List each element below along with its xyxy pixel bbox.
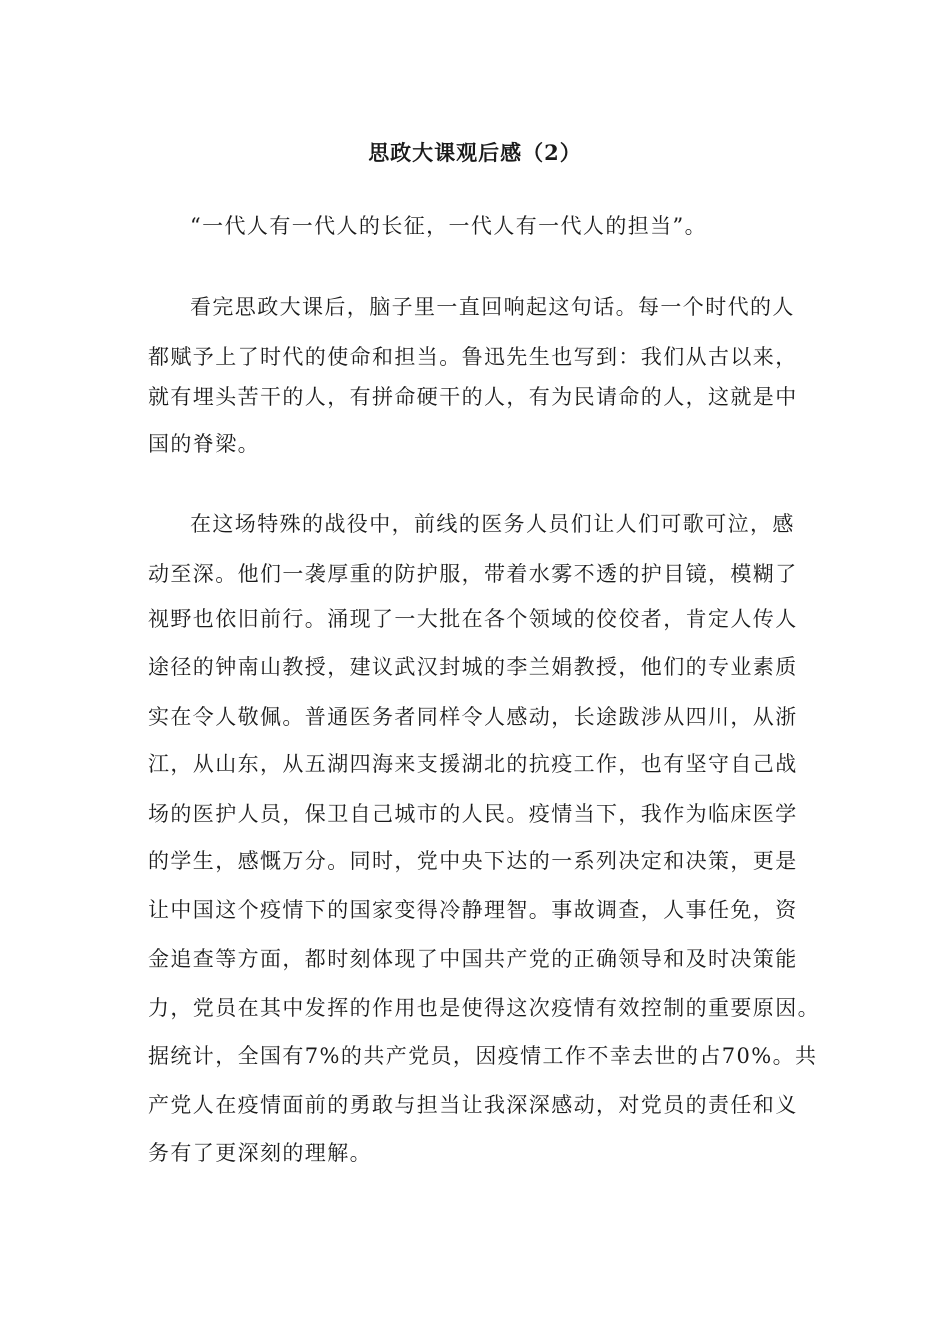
paragraph-2-line-11: 力，党员在其中发挥的作用也是使得这次疫情有效控制的重要原因。 <box>148 996 820 1020</box>
paragraph-1-line-3: 就有埋头苦干的人，有拼命硬干的人，有为民请命的人，这就是中 <box>148 385 798 409</box>
paragraph-2-line-5: 实在令人敬佩。普通医务者同样令人感动，长途跋涉从四川，从浙 <box>148 705 798 729</box>
quote-line: “一代人有一代人的长征，一代人有一代人的担当”。 <box>190 214 708 238</box>
paragraph-2-line-4: 途径的钟南山教授，建议武汉封城的李兰娟教授，他们的专业素质 <box>148 655 798 679</box>
paragraph-1-line-2: 都赋予上了时代的使命和担当。鲁迅先生也写到：我们从古以来， <box>148 345 798 369</box>
page-title: 思政大课观后感（2） <box>368 140 582 165</box>
paragraph-2-line-10: 金追查等方面，都时刻体现了中国共产党的正确领导和及时决策能 <box>148 947 798 971</box>
paragraph-2-line-3: 视野也依旧前行。涌现了一大批在各个领域的佼佼者，肯定人传人 <box>148 607 798 631</box>
paragraph-2-line-7: 场的医护人员，保卫自己城市的人民。疫情当下，我作为临床医学 <box>148 802 798 826</box>
paragraph-2-line-14: 务有了更深刻的理解。 <box>148 1141 372 1165</box>
paragraph-2-line-9: 让中国这个疫情下的国家变得冷静理智。事故调查，人事任免，资 <box>148 898 798 922</box>
paragraph-2-line-1: 在这场特殊的战役中，前线的医务人员们让人们可歌可泣，感 <box>190 512 795 536</box>
paragraph-2-line-2: 动至深。他们一袭厚重的防护服，带着水雾不透的护目镜，模糊了 <box>148 562 798 586</box>
paragraph-2-line-13: 产党人在疫情面前的勇敢与担当让我深深感动，对党员的责任和义 <box>148 1093 798 1117</box>
paragraph-2-line-6: 江，从山东，从五湖四海来支援湖北的抗疫工作，也有坚守自己战 <box>148 752 798 776</box>
paragraph-1-line-1: 看完思政大课后，脑子里一直回响起这句话。每一个时代的人 <box>190 295 795 319</box>
paragraph-2-line-12: 据统计，全国有7%的共产党员，因疫情工作不幸去世的占70%。共 <box>148 1044 818 1068</box>
paragraph-1-line-4: 国的脊梁。 <box>148 432 260 456</box>
paragraph-2-line-8: 的学生，感慨万分。同时，党中央下达的一系列决定和决策，更是 <box>148 849 798 873</box>
